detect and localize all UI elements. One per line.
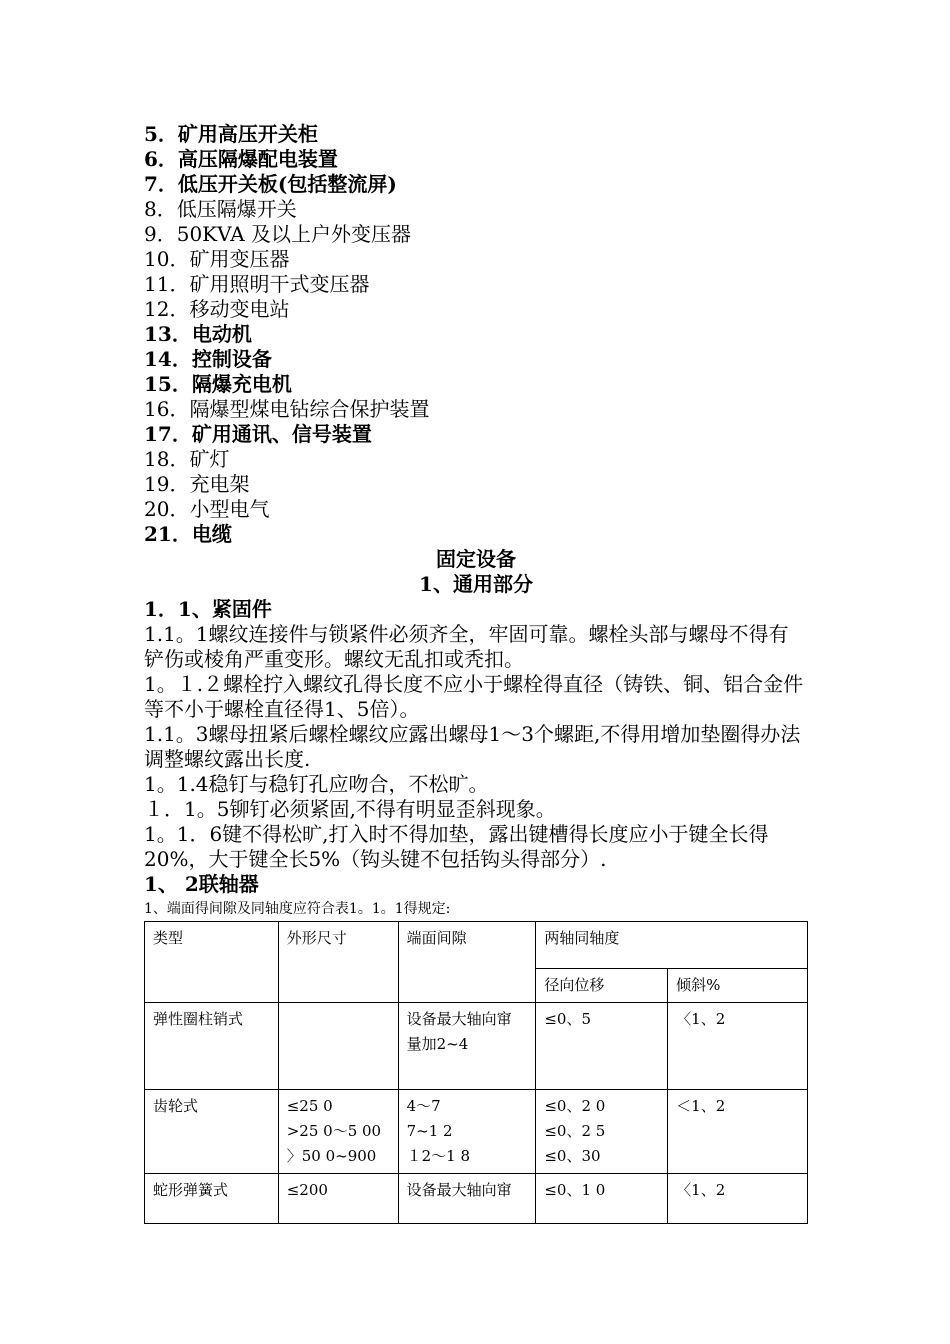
cell-line: 〉50 0~900: [286, 1147, 377, 1165]
cell-gap: [398, 1174, 536, 1224]
cell-line: ≤0、1 0: [544, 1181, 606, 1199]
list-item: 15．隔爆充电机: [144, 372, 292, 396]
cell-radial: [536, 1174, 668, 1224]
cell-line: >25 0～5 00: [286, 1122, 382, 1140]
cell-line: 〈1、2: [676, 1181, 726, 1199]
cell-type: [145, 1174, 279, 1224]
coupling-table: [144, 921, 808, 1224]
cell-size: [278, 1174, 398, 1224]
heading-coupling: 1、 2联轴器: [144, 872, 259, 896]
list-item: 20．小型电气: [144, 497, 270, 521]
header-gap: 端面间隙: [398, 922, 536, 1003]
list-item: 14．控制设备: [144, 347, 272, 371]
cell-line: 设备最大轴向窜: [406, 1010, 512, 1028]
cell-line: ≤0、2 0: [544, 1097, 606, 1115]
cell-line: 设备最大轴向窜: [406, 1181, 512, 1199]
cell-tilt: [668, 1003, 808, 1090]
cell-tilt: [668, 1090, 808, 1174]
cell-gap: [398, 1003, 536, 1090]
cell-line: ＜1、2: [676, 1097, 726, 1115]
table-row: [145, 1003, 808, 1090]
table-header-row: [145, 922, 808, 969]
section-title: 固定设备: [436, 547, 516, 571]
list-item: 11．矿用照明干式变压器: [144, 272, 370, 296]
header-coaxiality: 两轴同轴度: [536, 922, 808, 969]
header-tilt: 倾斜%: [668, 969, 808, 1003]
paragraph: 1。1.4稳钉与稳钉孔应吻合，不松旷。: [144, 772, 489, 796]
cell-line: ≤0、5: [544, 1010, 592, 1028]
list-item: 16．隔爆型煤电钻综合保护装置: [144, 397, 430, 421]
cell-line: ≤0、2 5: [544, 1122, 606, 1140]
cell-line: ≤0、30: [544, 1147, 601, 1165]
list-item: 13．电动机: [144, 322, 252, 346]
list-item: 21．电缆: [144, 522, 232, 546]
cell-tilt: [668, 1174, 808, 1224]
list-item: 8．低压隔爆开关: [144, 197, 297, 221]
table-note: 1、端面得间隙及同轴度应符合表1。1。1得规定:: [144, 901, 451, 917]
cell-radial: [536, 1090, 668, 1174]
cell-line: ≤200: [286, 1181, 328, 1199]
cell-radial: [536, 1003, 668, 1090]
cell-line: 弹性圈柱销式: [153, 1010, 244, 1028]
document-page: [144, 122, 808, 1224]
table-row: [145, 1090, 808, 1174]
heading-fasteners: 1．1、紧固件: [144, 597, 272, 621]
header-radial: 径向位移: [536, 969, 668, 1003]
list-item: 17．矿用通讯、信号装置: [144, 422, 372, 446]
cell-line: 齿轮式: [153, 1097, 199, 1115]
cell-line: 7~1 2: [406, 1122, 453, 1140]
cell-line: 〈1、2: [676, 1010, 726, 1028]
list-item: 12．移动变电站: [144, 297, 290, 321]
cell-line: 4～7: [406, 1097, 441, 1115]
paragraph: １．1。5铆钉必须紧固,不得有明显歪斜现象。: [144, 797, 556, 821]
cell-type: [145, 1090, 279, 1174]
cell-size: [278, 1090, 398, 1174]
cell-line: 蛇形弹簧式: [153, 1181, 229, 1199]
header-size: 外形尺寸: [278, 922, 398, 1003]
list-item: 9．50KVA 及以上户外变压器: [144, 222, 412, 246]
cell-gap: [398, 1090, 536, 1174]
equipment-list: [144, 122, 808, 547]
cell-type: [145, 1003, 279, 1090]
cell-line: １2～1 8: [406, 1147, 470, 1165]
paragraph: 1。１.２螺栓拧入螺纹孔得长度不应小于螺栓得直径（铸铁、铜、铝合金件等不小于螺栓直径得1、5倍）。: [144, 672, 804, 721]
list-item: 5．矿用高压开关柜: [144, 122, 318, 146]
header-type: 类型: [145, 922, 279, 1003]
paragraph: 1.1。1螺纹连接件与锁紧件必须齐全，牢固可靠。螺栓头部与螺母不得有铲伤或棱角严重变形。螺纹无乱扣或秃扣。: [144, 622, 789, 671]
list-item: 10．矿用变压器: [144, 247, 290, 271]
subsection-title: 1、通用部分: [419, 572, 533, 596]
list-item: 18．矿灯: [144, 447, 230, 471]
cell-line: 量加2~4: [406, 1035, 469, 1053]
list-item: 19．充电架: [144, 472, 250, 496]
list-item: 7．低压开关板(包括整流屏): [144, 172, 397, 196]
list-item: 6．高压隔爆配电装置: [144, 147, 338, 171]
table-row: [145, 1174, 808, 1224]
paragraph: 1。1．6键不得松旷,打入时不得加垫，露出键槽得长度应小于键全长得20%，大于键全长5%（钩头键不包括钩头得部分）.: [144, 822, 769, 871]
paragraph: 1.1。3螺母扭紧后螺栓螺纹应露出螺母1～3个螺距,不得用增加垫圈得办法调整螺纹露出长度.: [144, 722, 801, 771]
cell-line: ≤25 0: [286, 1097, 333, 1115]
cell-size: [278, 1003, 398, 1090]
